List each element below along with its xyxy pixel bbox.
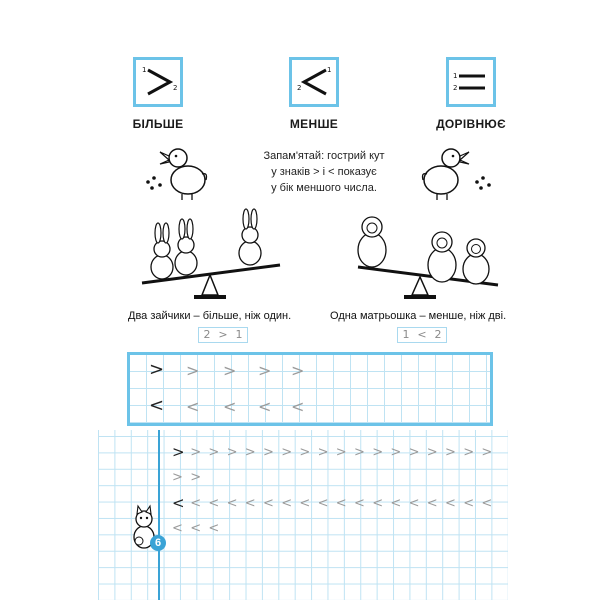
practice-glyph-trace: < <box>291 397 305 416</box>
practice-glyph-trace: < <box>186 397 200 416</box>
greater-than-icon <box>136 60 180 104</box>
notebook-glyph-trace: > <box>226 445 238 460</box>
notebook-glyph-trace: > <box>372 445 384 460</box>
notebook-glyph-trace: < <box>208 521 220 536</box>
notebook-glyph-trace: < <box>190 521 202 536</box>
matryoshkas-on-seesaw-icon <box>350 205 510 305</box>
notebook-glyph-solid: > <box>172 443 185 461</box>
equals-icon <box>449 60 493 104</box>
notebook-glyph-trace: < <box>408 496 420 511</box>
greater-label: БІЛЬШЕ <box>132 117 184 131</box>
notebook-glyph-trace: > <box>390 445 402 460</box>
notebook-glyph-trace: < <box>172 521 183 536</box>
notebook-glyph-trace: < <box>463 496 475 511</box>
equals-box <box>446 57 496 107</box>
stroke-number: 2 <box>297 84 302 92</box>
page-number: 6 <box>150 535 166 551</box>
less-than-icon <box>292 60 336 104</box>
rule-line: у бік меншого числа. <box>271 182 377 194</box>
notebook-glyph-trace: > <box>281 445 293 460</box>
notebook-glyph-trace: < <box>226 496 238 511</box>
notebook-glyph-trace: < <box>372 496 384 511</box>
practice-glyph-trace: > <box>291 361 305 380</box>
notebook-glyph-trace: > <box>426 445 438 460</box>
notebook-glyph-trace: < <box>335 496 347 511</box>
practice-glyph-solid: < <box>149 395 165 416</box>
rule-line: у знаків > і < показує <box>271 166 377 178</box>
notebook-glyph-trace: > <box>190 470 202 485</box>
notebook-glyph-trace: < <box>190 496 202 511</box>
notebook-glyph-trace: > <box>299 445 311 460</box>
notebook-glyph-trace: > <box>335 445 347 460</box>
rule-text <box>239 148 409 196</box>
practice-glyph-trace: < <box>258 397 272 416</box>
notebook-glyph-trace: > <box>445 445 456 460</box>
notebook-glyph-trace: < <box>481 496 493 511</box>
notebook-glyph-trace: > <box>244 445 256 460</box>
example-cell: 2 <box>203 328 211 341</box>
practice-glyph-solid: > <box>149 359 165 380</box>
notebook-glyph-trace: < <box>426 496 438 511</box>
greater-than-box <box>133 57 183 107</box>
notebook-glyph-trace: < <box>263 496 274 511</box>
practice-grid <box>127 352 493 426</box>
example-cell: 1 <box>235 328 243 341</box>
chick-icon <box>140 138 220 208</box>
bunnies-on-seesaw-icon <box>130 205 290 305</box>
example-cell: 1 <box>402 328 410 341</box>
stroke-number: 2 <box>453 84 458 92</box>
notebook-glyph-trace: > <box>317 445 329 460</box>
notebook-glyph-trace: < <box>281 496 293 511</box>
notebook-glyph-trace: < <box>208 496 220 511</box>
notebook-glyph-trace: > <box>354 445 365 460</box>
example-cells-left <box>198 327 248 343</box>
less-than-box <box>289 57 339 107</box>
notebook-glyph-solid: < <box>172 494 185 512</box>
notebook-glyph-trace: > <box>481 445 493 460</box>
notebook-glyph-trace: < <box>317 496 329 511</box>
stroke-number: 2 <box>173 84 178 92</box>
chick-icon <box>405 138 495 208</box>
stroke-number: 1 <box>327 66 332 74</box>
notebook-glyph-trace: < <box>445 496 456 511</box>
notebook-glyph-trace: < <box>390 496 402 511</box>
practice-glyph-trace: > <box>258 361 272 380</box>
practice-glyph-trace: > <box>223 361 237 380</box>
stroke-number: 1 <box>453 72 458 80</box>
example-cells-right <box>397 327 447 343</box>
notebook-glyph-trace: > <box>190 445 202 460</box>
example-cell: > <box>218 328 228 341</box>
example-caption-left: Два зайчики – більше, ніж один. <box>128 310 292 322</box>
notebook-glyph-trace: < <box>299 496 311 511</box>
example-cell: 2 <box>434 328 442 341</box>
notebook-glyph-trace: > <box>263 445 274 460</box>
rule-line: Запам'ятай: гострий кут <box>263 150 385 162</box>
practice-glyph-trace: > <box>186 361 200 380</box>
stroke-number: 1 <box>142 66 147 74</box>
notebook-glyph-trace: > <box>408 445 420 460</box>
example-cell: < <box>417 328 427 341</box>
practice-glyph-trace: < <box>223 397 237 416</box>
less-label: МЕНШЕ <box>289 117 339 131</box>
equals-label: ДОРІВНЮЄ <box>436 117 506 131</box>
notebook-glyph-trace: > <box>463 445 475 460</box>
example-caption-right: Одна матрьошка – менше, ніж дві. <box>330 310 507 322</box>
notebook-glyph-trace: < <box>244 496 256 511</box>
notebook-glyph-trace: < <box>354 496 365 511</box>
notebook-glyph-trace: > <box>208 445 220 460</box>
notebook-glyph-trace: > <box>172 470 183 485</box>
